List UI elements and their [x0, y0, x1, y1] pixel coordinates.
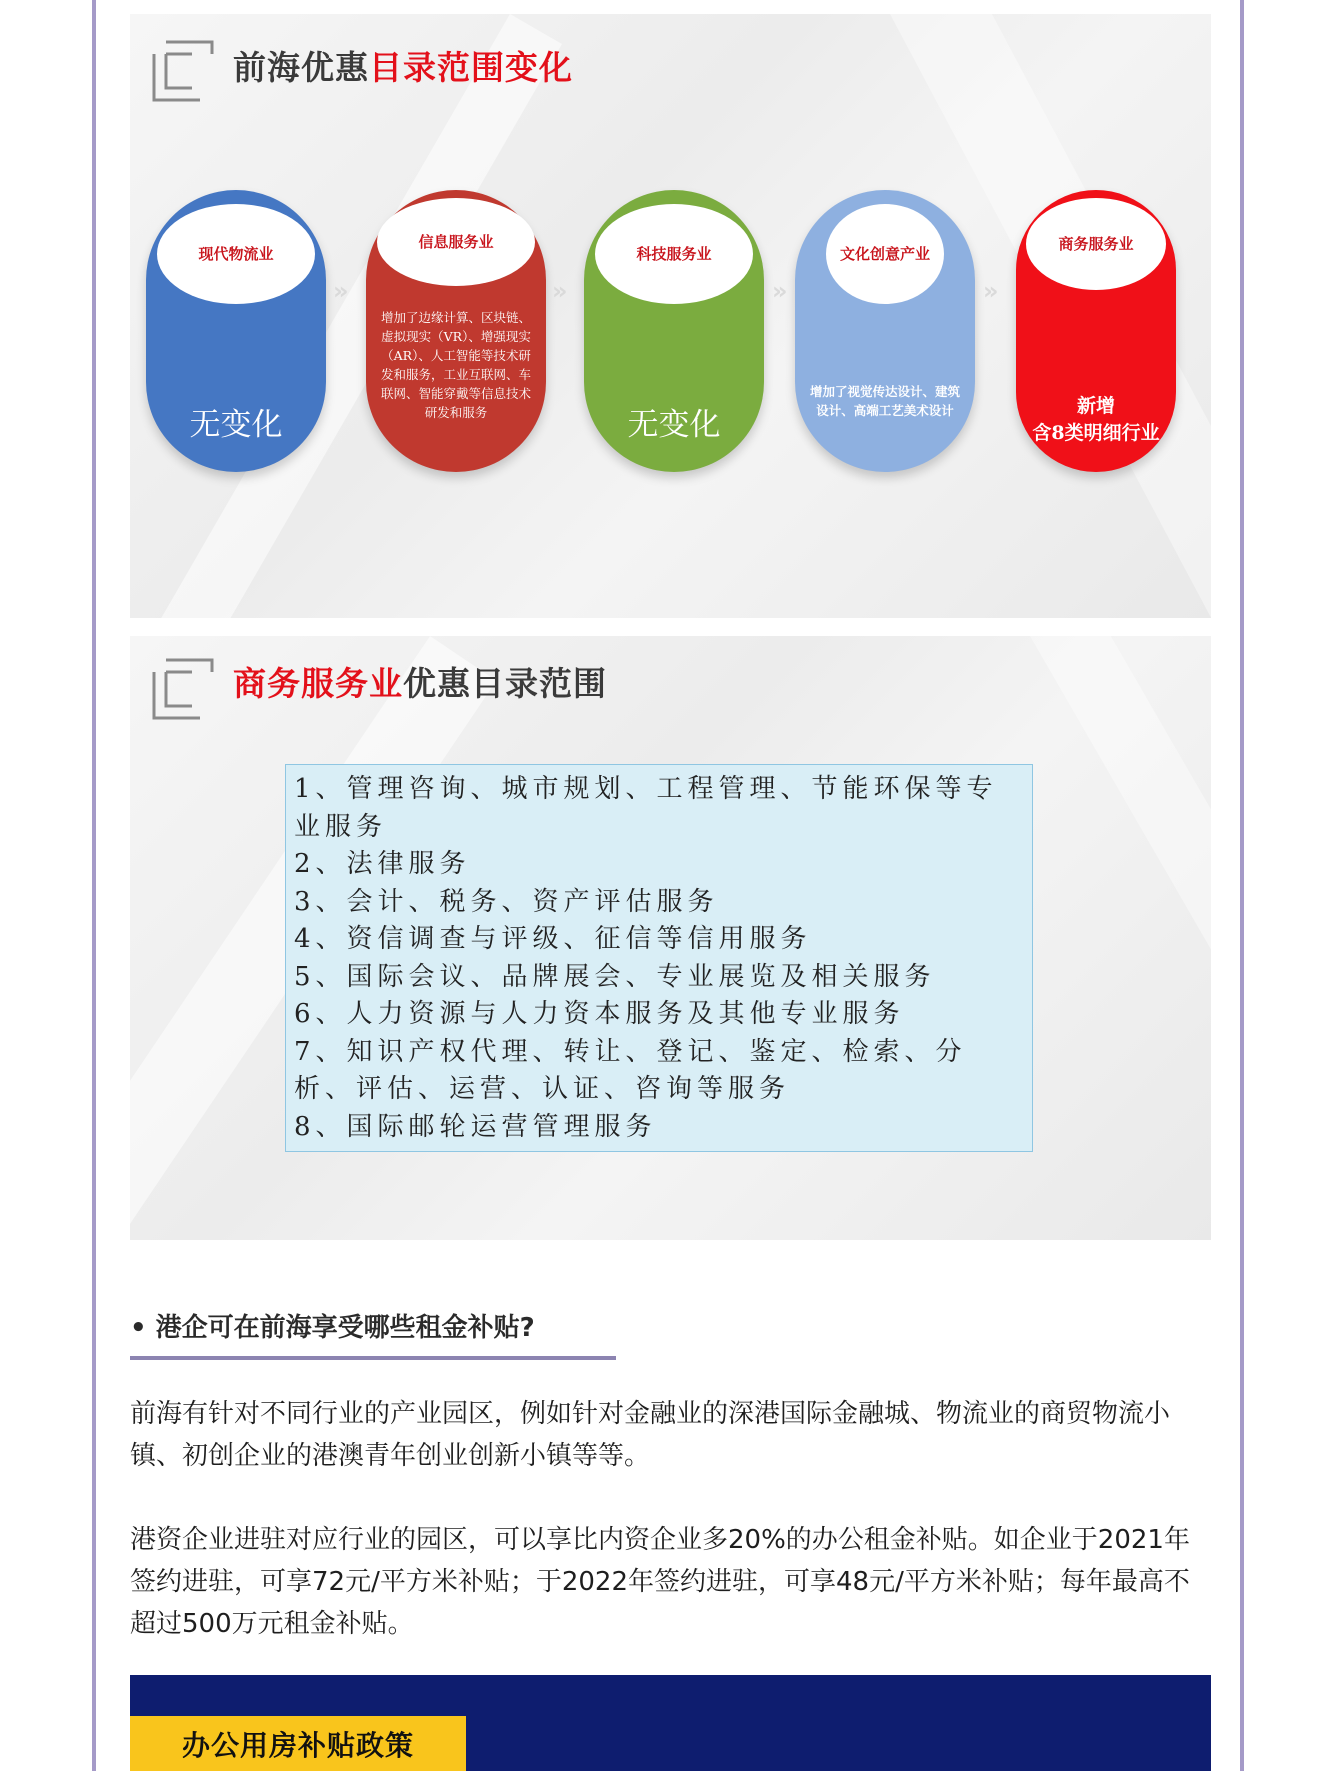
- industry-name: 信息服务业: [377, 198, 535, 286]
- title-red-part: 商务服务业: [233, 664, 403, 703]
- office-subsidy-banner: [130, 1675, 1211, 1771]
- list-item: 6、人力资源与人力资本服务及其他专业服务: [294, 999, 905, 1029]
- business-services-title: [233, 658, 607, 705]
- industry-detail: 增加了视觉传达设计、建筑设计、高端工艺美术设计: [809, 384, 960, 418]
- title-red-part: 目录范围变化: [369, 48, 573, 87]
- industry-detail: 无变化: [627, 407, 721, 443]
- list-item: 8、国际邮轮运营管理服务: [294, 1111, 657, 1142]
- list-item: 4、资信调查与评级、征信等信用服务: [294, 924, 812, 954]
- background-ray: [1030, 636, 1211, 1240]
- industry-detail: 增加了边缘计算、区块链、虚拟现实（VR）、增强现实（AR）、人工智能等技术研发和服务，工业互联网、车联网、智能穿戴等信息技术研发和服务: [380, 310, 531, 420]
- corner-bracket-icon: [152, 658, 214, 720]
- heading-underline: [130, 1356, 616, 1360]
- rent-subsidy-question: • 港企可在前海享受哪些租金补贴?: [130, 1313, 535, 1343]
- industry-technology: [584, 190, 764, 472]
- list-item: 2、法律服务: [294, 849, 471, 879]
- industry-detail: 无变化: [189, 407, 283, 443]
- banner-label: 办公用房补贴政策: [130, 1716, 466, 1771]
- chevron-right-icon: »: [333, 277, 343, 305]
- list-item: 5、国际会议、品牌展会、专业展览及相关服务: [294, 961, 936, 992]
- paragraph-subsidy-details: 港资企业进驻对应行业的园区，可以享比内资企业多20%的办公租金补贴。如企业于2021年签约进驻，可享72元/平方米补贴；于2022年签约进驻，可享48元/平方米补贴；每年最高不超过500万元租金补贴。: [130, 1525, 1190, 1639]
- scope-change-title: [233, 42, 573, 89]
- industry-name: 文化创意产业: [826, 204, 944, 304]
- list-item: 7、知识产权代理、转让、登记、鉴定、检索、分析、评估、运营、认证、咨询等服务: [294, 1036, 967, 1104]
- chevron-right-icon: »: [983, 277, 993, 305]
- list-item: 1、管理咨询、城市规划、工程管理、节能环保等专业服务: [294, 774, 998, 842]
- new-count-label: 含8类明细行业: [1032, 422, 1160, 444]
- page-frame-right: [1240, 0, 1244, 1771]
- industry-business-services: [1016, 190, 1176, 472]
- corner-bracket-icon: [152, 40, 214, 102]
- industry-cultural-creative: [795, 190, 975, 472]
- industry-information: [366, 190, 546, 472]
- scope-change-panel: [130, 14, 1211, 618]
- industry-name: 科技服务业: [595, 204, 753, 304]
- page-frame-left: [92, 0, 96, 1771]
- business-services-panel: [130, 636, 1211, 1240]
- industry-logistics: [146, 190, 326, 472]
- paragraph-industrial-parks: 前海有针对不同行业的产业园区，例如针对金融业的深港国际金融城、物流业的商贸物流小镇、初创企业的港澳青年创业创新小镇等等。: [130, 1399, 1171, 1471]
- industry-detail: [1016, 393, 1176, 447]
- title-dark-part: 前海优惠: [233, 48, 369, 87]
- industry-name: 商务服务业: [1026, 198, 1166, 290]
- business-services-list: [285, 764, 1033, 1152]
- title-dark-part: 优惠目录范围: [403, 664, 607, 703]
- industry-name: 现代物流业: [157, 204, 315, 304]
- chevron-right-icon: »: [772, 277, 782, 305]
- list-item: 3、会计、税务、资产评估服务: [294, 886, 719, 917]
- new-label: 新增: [1076, 395, 1115, 417]
- chevron-right-icon: »: [552, 277, 562, 305]
